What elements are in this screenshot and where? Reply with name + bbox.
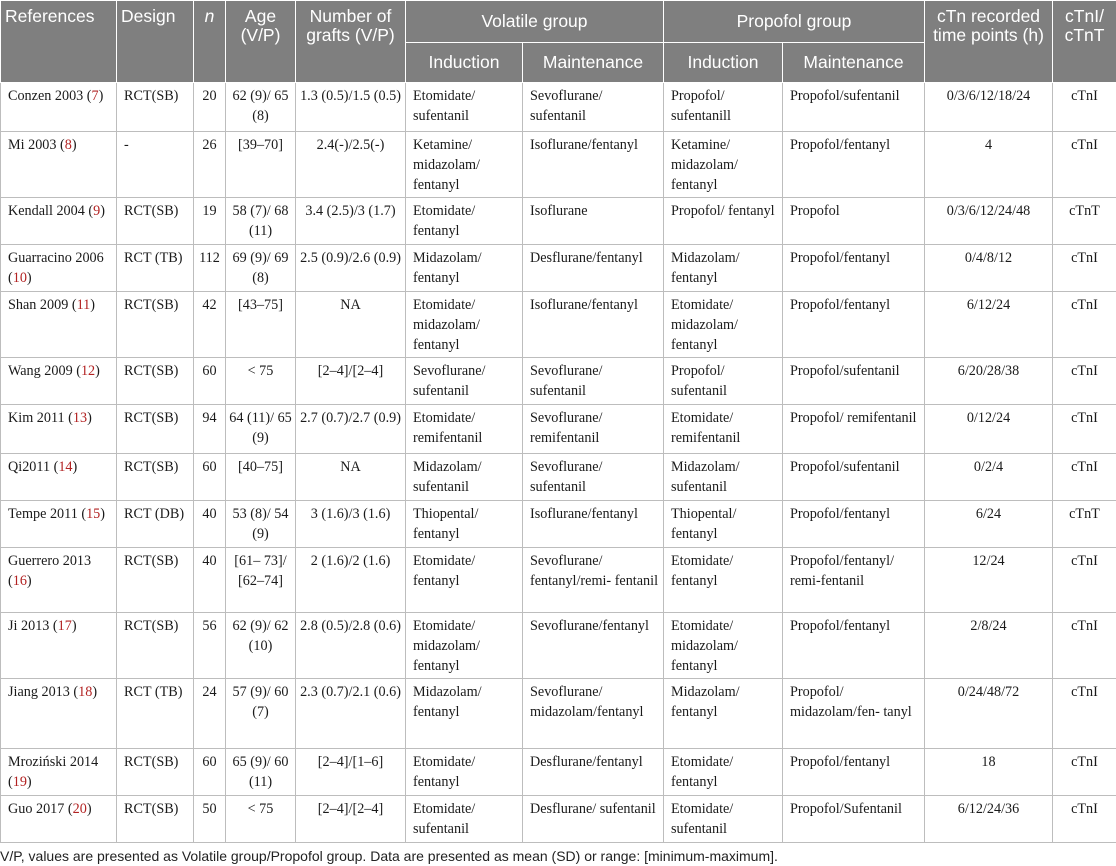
reference-link[interactable]: 18 bbox=[78, 684, 93, 701]
cell-grafts: 2.7 (0.7)/2.7 (0.9) bbox=[296, 405, 406, 454]
cell-ctn-type: cTnI bbox=[1053, 454, 1116, 501]
cell-volatile-induction: Sevoflurane/ sufentanil bbox=[406, 358, 523, 405]
cell-age: [43–75] bbox=[226, 291, 296, 357]
cell-ctn-time-points: 6/20/28/38 bbox=[925, 358, 1053, 405]
table-body bbox=[1, 83, 1116, 843]
table-row bbox=[1, 291, 1116, 357]
cell-age: 53 (8)/ 54 (9) bbox=[226, 500, 296, 547]
table-row bbox=[1, 547, 1116, 612]
cell-n: 26 bbox=[194, 132, 226, 198]
cell-reference bbox=[1, 358, 117, 405]
cell-age: 62 (9)/ 65 (8) bbox=[226, 83, 296, 132]
cell-grafts: 2.8 (0.5)/2.8 (0.6) bbox=[296, 612, 406, 678]
reference-link[interactable]: 15 bbox=[86, 505, 101, 522]
reference-close: ) bbox=[26, 572, 32, 589]
cell-n: 56 bbox=[194, 612, 226, 678]
reference-author: Tempe 2011 ( bbox=[8, 505, 87, 522]
cell-design: RCT (TB) bbox=[117, 244, 194, 291]
cell-n: 19 bbox=[194, 198, 226, 245]
cell-ctn-type: cTnT bbox=[1053, 500, 1116, 547]
reference-author: Qi2011 ( bbox=[8, 459, 59, 476]
reference-link[interactable]: 19 bbox=[12, 774, 27, 791]
cell-volatile-maintenance: Isoflurane/fentanyl bbox=[523, 500, 664, 547]
cell-volatile-induction: Etomidate/ fentanyl bbox=[406, 749, 523, 796]
cell-n: 60 bbox=[194, 358, 226, 405]
cell-volatile-induction: Etomidate/ midazolam/ fentanyl bbox=[406, 291, 523, 357]
reference-close: ) bbox=[71, 617, 77, 634]
cell-reference bbox=[1, 500, 117, 547]
cell-volatile-maintenance: Desflurane/ sufentanil bbox=[523, 795, 664, 842]
cell-age: [39–70] bbox=[226, 132, 296, 198]
cell-reference bbox=[1, 454, 117, 501]
cell-age: 62 (9)/ 62 (10) bbox=[226, 612, 296, 678]
cell-n: 40 bbox=[194, 500, 226, 547]
header-references: References bbox=[1, 1, 117, 83]
reference-author: Guerrero 2013 ( bbox=[8, 552, 92, 589]
cell-reference bbox=[1, 132, 117, 198]
cell-propofol-induction: Propofol/ fentanyl bbox=[664, 198, 783, 245]
cell-volatile-maintenance: Sevoflurane/fentanyl bbox=[523, 612, 664, 678]
table-footnote: V/P, values are presented as Volatile group/Propofol group. Data are presented as mean (SD) or range: [minimum-maximum]. bbox=[0, 848, 778, 864]
cell-propofol-induction: Ketamine/ midazolam/ fentanyl bbox=[664, 132, 783, 198]
table-row bbox=[1, 795, 1116, 842]
cell-n: 94 bbox=[194, 405, 226, 454]
cell-age: 64 (11)/ 65 (9) bbox=[226, 405, 296, 454]
table-row bbox=[1, 132, 1116, 198]
cell-design: RCT (DB) bbox=[117, 500, 194, 547]
reference-close: ) bbox=[26, 269, 32, 286]
cell-volatile-induction: Etomidate/ remifentanil bbox=[406, 405, 523, 454]
cell-volatile-induction: Etomidate/ sufentanil bbox=[406, 795, 523, 842]
reference-link[interactable]: 10 bbox=[12, 269, 27, 286]
cell-design: RCT(SB) bbox=[117, 612, 194, 678]
header-propofol-group: Propofol group bbox=[664, 1, 925, 43]
cell-reference bbox=[1, 244, 117, 291]
cell-grafts: 2 (1.6)/2 (1.6) bbox=[296, 547, 406, 612]
cell-ctn-time-points: 18 bbox=[925, 749, 1053, 796]
cell-ctn-time-points: 6/12/24/36 bbox=[925, 795, 1053, 842]
reference-author: Kim 2011 ( bbox=[8, 410, 73, 427]
cell-ctn-type: cTnI bbox=[1053, 612, 1116, 678]
cell-grafts: [2–4]/[2–4] bbox=[296, 358, 406, 405]
cell-reference bbox=[1, 291, 117, 357]
header-grafts: Number of grafts (V/P) bbox=[296, 1, 406, 83]
cell-volatile-maintenance: Sevoflurane/ midazolam/fentanyl bbox=[523, 679, 664, 749]
cell-ctn-time-points: 0/3/6/12/18/24 bbox=[925, 83, 1053, 132]
cell-propofol-maintenance: Propofol/fentanyl bbox=[783, 291, 925, 357]
reference-close: ) bbox=[87, 410, 92, 427]
reference-author: Kendall 2004 ( bbox=[8, 203, 94, 220]
reference-close: ) bbox=[71, 137, 77, 153]
cell-grafts: [2–4]/[1–6] bbox=[296, 749, 406, 796]
cell-reference bbox=[1, 612, 117, 678]
reference-link[interactable]: 14 bbox=[58, 459, 73, 476]
cell-propofol-induction: Etomidate/ fentanyl bbox=[664, 749, 783, 796]
cell-volatile-induction: Ketamine/ midazolam/ fentanyl bbox=[406, 132, 523, 198]
cell-propofol-maintenance: Propofol/fentanyl/ remi-fentanil bbox=[783, 547, 925, 612]
cell-volatile-maintenance: Sevoflurane/ remifentanil bbox=[523, 405, 664, 454]
cell-propofol-induction: Midazolam/ fentanyl bbox=[664, 244, 783, 291]
table-row bbox=[1, 83, 1116, 132]
reference-link[interactable]: 20 bbox=[72, 800, 87, 817]
cell-age: 65 (9)/ 60 (11) bbox=[226, 749, 296, 796]
cell-ctn-time-points: 0/3/6/12/24/48 bbox=[925, 198, 1053, 245]
cell-propofol-maintenance: Propofol/ midazolam/fen- tanyl bbox=[783, 679, 925, 749]
cell-propofol-induction: Etomidate/ remifentanil bbox=[664, 405, 783, 454]
table-row bbox=[1, 679, 1116, 749]
cell-age: [61– 73]/ [62–74] bbox=[226, 547, 296, 612]
cell-propofol-induction: Etomidate/ midazolam/ fentanyl bbox=[664, 291, 783, 357]
reference-close: ) bbox=[90, 296, 95, 313]
reference-author: Mroziński 2014 ( bbox=[8, 754, 99, 791]
cell-volatile-induction: Midazolam/ sufentanil bbox=[406, 454, 523, 501]
cell-ctn-type: cTnI bbox=[1053, 679, 1116, 749]
cell-volatile-maintenance: Isoflurane bbox=[523, 198, 664, 245]
cell-age: 58 (7)/ 68 (11) bbox=[226, 198, 296, 245]
cell-design: RCT(SB) bbox=[117, 405, 194, 454]
table-row bbox=[1, 244, 1116, 291]
cell-reference bbox=[1, 405, 117, 454]
cell-reference bbox=[1, 679, 117, 749]
cell-design: RCT(SB) bbox=[117, 358, 194, 405]
cell-reference bbox=[1, 198, 117, 245]
cell-age: < 75 bbox=[226, 795, 296, 842]
cell-propofol-maintenance: Propofol/fentanyl bbox=[783, 749, 925, 796]
header-ctn-type: cTnI/ cTnT bbox=[1053, 1, 1116, 83]
cell-design: - bbox=[117, 132, 194, 198]
cell-n: 60 bbox=[194, 749, 226, 796]
cell-ctn-type: cTnI bbox=[1053, 405, 1116, 454]
cell-n: 42 bbox=[194, 291, 226, 357]
header-n: n bbox=[194, 1, 226, 83]
cell-grafts: 1.3 (0.5)/1.5 (0.5) bbox=[296, 83, 406, 132]
cell-propofol-induction: Propofol/ sufentanill bbox=[664, 83, 783, 132]
cell-n: 60 bbox=[194, 454, 226, 501]
cell-propofol-maintenance: Propofol/fentanyl bbox=[783, 132, 925, 198]
table-row bbox=[1, 500, 1116, 547]
cell-propofol-maintenance: Propofol/Sufentanil bbox=[783, 795, 925, 842]
reference-close: ) bbox=[95, 363, 100, 380]
cell-volatile-maintenance: Desflurane/fentanyl bbox=[523, 749, 664, 796]
reference-link[interactable]: 12 bbox=[80, 363, 96, 380]
cell-grafts: NA bbox=[296, 291, 406, 357]
cell-ctn-type: cTnI bbox=[1053, 244, 1116, 291]
cell-propofol-maintenance: Propofol/sufentanil bbox=[783, 454, 925, 501]
cell-ctn-type: cTnI bbox=[1053, 547, 1116, 612]
reference-author: Conzen 2003 ( bbox=[8, 88, 92, 104]
cell-volatile-maintenance: Desflurane/fentanyl bbox=[523, 244, 664, 291]
reference-link[interactable]: 11 bbox=[76, 296, 91, 313]
cell-volatile-induction: Midazolam/ fentanyl bbox=[406, 244, 523, 291]
cell-volatile-induction: Etomidate/ midazolam/ fentanyl bbox=[406, 612, 523, 678]
cell-volatile-maintenance: Isoflurane/fentanyl bbox=[523, 291, 664, 357]
reference-link[interactable]: 13 bbox=[72, 410, 88, 427]
cell-ctn-time-points: 0/2/4 bbox=[925, 454, 1053, 501]
reference-author: Guo 2017 ( bbox=[8, 800, 73, 817]
cell-ctn-type: cTnT bbox=[1053, 198, 1116, 245]
cell-design: RCT (TB) bbox=[117, 679, 194, 749]
cell-volatile-maintenance: Sevoflurane/ sufentanil bbox=[523, 454, 664, 501]
cell-ctn-type: cTnI bbox=[1053, 358, 1116, 405]
table-row bbox=[1, 612, 1116, 678]
cell-reference bbox=[1, 83, 117, 132]
reference-close: ) bbox=[86, 800, 92, 817]
cell-design: RCT(SB) bbox=[117, 198, 194, 245]
cell-propofol-induction: Thiopental/ fentanyl bbox=[664, 500, 783, 547]
cell-grafts: 2.3 (0.7)/2.1 (0.6) bbox=[296, 679, 406, 749]
cell-volatile-induction: Etomidate/ fentanyl bbox=[406, 547, 523, 612]
reference-close: ) bbox=[100, 505, 105, 522]
header-age: Age (V/P) bbox=[226, 1, 296, 83]
reference-author: Jiang 2013 ( bbox=[8, 684, 79, 701]
cell-n: 24 bbox=[194, 679, 226, 749]
cell-reference bbox=[1, 749, 117, 796]
cell-n: 40 bbox=[194, 547, 226, 612]
cell-grafts: [2–4]/[2–4] bbox=[296, 795, 406, 842]
reference-link[interactable]: 8 bbox=[64, 137, 72, 153]
cell-ctn-time-points: 2/8/24 bbox=[925, 612, 1053, 678]
cell-propofol-maintenance: Propofol bbox=[783, 198, 925, 245]
cell-volatile-induction: Thiopental/ fentanyl bbox=[406, 500, 523, 547]
cell-grafts: 3.4 (2.5)/3 (1.7) bbox=[296, 198, 406, 245]
cell-volatile-maintenance: Sevoflurane/ sufentanil bbox=[523, 83, 664, 132]
reference-author: Shan 2009 ( bbox=[8, 296, 77, 313]
cell-age: < 75 bbox=[226, 358, 296, 405]
cell-ctn-time-points: 6/12/24 bbox=[925, 291, 1053, 357]
cell-age: 69 (9)/ 69 (8) bbox=[226, 244, 296, 291]
cell-propofol-maintenance: Propofol/fentanyl bbox=[783, 612, 925, 678]
cell-ctn-type: cTnI bbox=[1053, 291, 1116, 357]
reference-close: ) bbox=[100, 203, 105, 220]
table-row bbox=[1, 454, 1116, 501]
cell-ctn-type: cTnI bbox=[1053, 132, 1116, 198]
cell-design: RCT(SB) bbox=[117, 291, 194, 357]
cell-propofol-maintenance: Propofol/sufentanil bbox=[783, 358, 925, 405]
cell-propofol-induction: Midazolam/ sufentanil bbox=[664, 454, 783, 501]
cell-ctn-time-points: 0/24/48/72 bbox=[925, 679, 1053, 749]
cell-design: RCT(SB) bbox=[117, 547, 194, 612]
cell-grafts: 2.4(-)/2.5(-) bbox=[296, 132, 406, 198]
reference-close: ) bbox=[72, 459, 78, 476]
cell-propofol-induction: Midazolam/ fentanyl bbox=[664, 679, 783, 749]
cell-volatile-maintenance: Sevoflurane/ fentanyl/remi- fentanil bbox=[523, 547, 664, 612]
reference-link[interactable]: 7 bbox=[91, 88, 99, 104]
cell-propofol-induction: Etomidate/ fentanyl bbox=[664, 547, 783, 612]
reference-close: ) bbox=[98, 88, 104, 104]
cell-age: [40–75] bbox=[226, 454, 296, 501]
table-row bbox=[1, 358, 1116, 405]
cell-n: 20 bbox=[194, 83, 226, 132]
cell-ctn-type: cTnI bbox=[1053, 795, 1116, 842]
cell-design: RCT(SB) bbox=[117, 749, 194, 796]
cell-design: RCT(SB) bbox=[117, 83, 194, 132]
cell-ctn-time-points: 0/4/8/12 bbox=[925, 244, 1053, 291]
reference-link[interactable]: 9 bbox=[93, 203, 101, 220]
header-volatile-group: Volatile group bbox=[406, 1, 664, 43]
cell-propofol-induction: Etomidate/ midazolam/ fentanyl bbox=[664, 612, 783, 678]
cell-grafts: 2.5 (0.9)/2.6 (0.9) bbox=[296, 244, 406, 291]
cell-propofol-induction: Propofol/ sufentanil bbox=[664, 358, 783, 405]
header-design: Design bbox=[117, 1, 194, 83]
cell-ctn-type: cTnI bbox=[1053, 83, 1116, 132]
table-row bbox=[1, 405, 1116, 454]
cell-volatile-maintenance: Isoflurane/fentanyl bbox=[523, 132, 664, 198]
reference-author: Guarracino 2006 ( bbox=[8, 249, 104, 286]
header-propofol-maintenance: Maintenance bbox=[783, 43, 925, 83]
cell-volatile-induction: Etomidate/ fentanyl bbox=[406, 198, 523, 245]
cell-ctn-type: cTnI bbox=[1053, 749, 1116, 796]
cell-ctn-time-points: 0/12/24 bbox=[925, 405, 1053, 454]
header-volatile-maintenance: Maintenance bbox=[523, 43, 664, 83]
cell-grafts: 3 (1.6)/3 (1.6) bbox=[296, 500, 406, 547]
cell-reference bbox=[1, 547, 117, 612]
table-row bbox=[1, 749, 1116, 796]
reference-link[interactable]: 16 bbox=[12, 572, 27, 589]
header-volatile-induction: Induction bbox=[406, 43, 523, 83]
cell-reference bbox=[1, 795, 117, 842]
cell-ctn-time-points: 6/24 bbox=[925, 500, 1053, 547]
reference-author: Wang 2009 ( bbox=[8, 363, 81, 380]
cell-age: 57 (9)/ 60 (7) bbox=[226, 679, 296, 749]
reference-author: Mi 2003 ( bbox=[8, 137, 65, 153]
cell-ctn-time-points: 12/24 bbox=[925, 547, 1053, 612]
cell-volatile-maintenance: Sevoflurane/ sufentanil bbox=[523, 358, 664, 405]
header-propofol-induction: Induction bbox=[664, 43, 783, 83]
cell-grafts: NA bbox=[296, 454, 406, 501]
cell-propofol-maintenance: Propofol/fentanyl bbox=[783, 244, 925, 291]
reference-close: ) bbox=[26, 774, 32, 791]
reference-close: ) bbox=[92, 684, 98, 701]
cell-propofol-maintenance: Propofol/ remifentanil bbox=[783, 405, 925, 454]
reference-link[interactable]: 17 bbox=[57, 617, 72, 634]
cell-propofol-induction: Etomidate/ sufentanil bbox=[664, 795, 783, 842]
cell-propofol-maintenance: Propofol/sufentanil bbox=[783, 83, 925, 132]
cell-volatile-induction: Midazolam/ fentanyl bbox=[406, 679, 523, 749]
cell-design: RCT(SB) bbox=[117, 795, 194, 842]
cell-design: RCT(SB) bbox=[117, 454, 194, 501]
reference-author: Ji 2013 ( bbox=[8, 617, 58, 634]
header-ctn-time-points: cTn recorded time points (h) bbox=[925, 1, 1053, 83]
table-row bbox=[1, 198, 1116, 245]
cell-ctn-time-points: 4 bbox=[925, 132, 1053, 198]
cell-propofol-maintenance: Propofol/fentanyl bbox=[783, 500, 925, 547]
cell-n: 50 bbox=[194, 795, 226, 842]
cell-n: 112 bbox=[194, 244, 226, 291]
cell-volatile-induction: Etomidate/ sufentanil bbox=[406, 83, 523, 132]
